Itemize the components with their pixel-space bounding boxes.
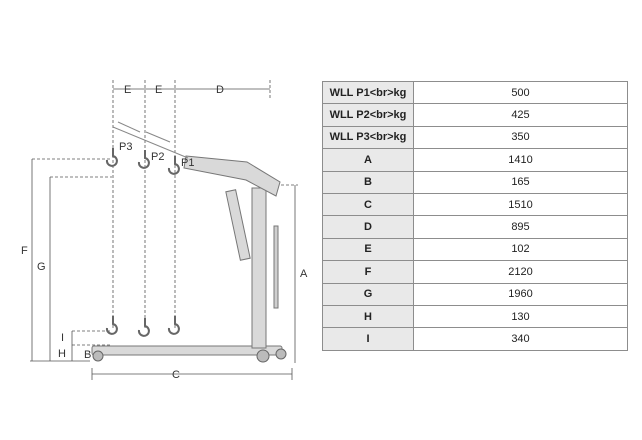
dim-label-d: D bbox=[216, 84, 224, 96]
spec-key: A bbox=[323, 149, 414, 171]
bottom-dimension bbox=[92, 368, 292, 380]
spec-key: D bbox=[323, 216, 414, 238]
right-dimension bbox=[276, 185, 298, 363]
spec-value: 1960 bbox=[414, 283, 628, 305]
spec-row bbox=[323, 104, 628, 126]
hook-group-top bbox=[107, 148, 179, 174]
spec-value: 1510 bbox=[414, 193, 628, 215]
spec-table-body bbox=[323, 82, 628, 351]
spec-row bbox=[323, 305, 628, 327]
spec-value: 102 bbox=[414, 238, 628, 260]
spec-row bbox=[323, 171, 628, 193]
hook-label-p1: P1 bbox=[181, 157, 195, 169]
spec-key: WLL P1<br>kg bbox=[323, 82, 414, 104]
dim-label-e2: E bbox=[155, 84, 163, 96]
dim-label-e1: E bbox=[124, 84, 132, 96]
spec-key: F bbox=[323, 261, 414, 283]
spec-key: I bbox=[323, 328, 414, 350]
engine-crane-diagram bbox=[0, 0, 320, 440]
hook-label-p3: P3 bbox=[119, 141, 133, 153]
spec-key: B bbox=[323, 171, 414, 193]
spec-key: WLL P3<br>kg bbox=[323, 126, 414, 148]
spec-value: 165 bbox=[414, 171, 628, 193]
dim-label-i: I bbox=[61, 332, 65, 344]
spec-row bbox=[323, 149, 628, 171]
spec-key: H bbox=[323, 305, 414, 327]
dim-label-b: B bbox=[84, 349, 92, 361]
spec-value: 895 bbox=[414, 216, 628, 238]
spec-row bbox=[323, 283, 628, 305]
crane-frame bbox=[92, 156, 282, 355]
left-dimensions bbox=[30, 159, 112, 361]
spec-key: WLL P2<br>kg bbox=[323, 104, 414, 126]
hook-label-p2: P2 bbox=[151, 151, 165, 163]
top-dimensions bbox=[113, 80, 270, 330]
spec-value: 2120 bbox=[414, 261, 628, 283]
spec-value: 130 bbox=[414, 305, 628, 327]
spec-row bbox=[323, 126, 628, 148]
spec-value: 340 bbox=[414, 328, 628, 350]
spec-row bbox=[323, 216, 628, 238]
spec-row bbox=[323, 238, 628, 260]
spec-value: 425 bbox=[414, 104, 628, 126]
spec-key: G bbox=[323, 283, 414, 305]
spec-row bbox=[323, 193, 628, 215]
dim-label-f: F bbox=[21, 245, 28, 257]
dim-label-a: A bbox=[300, 268, 308, 280]
dim-label-g: G bbox=[37, 261, 46, 273]
spec-value: 1410 bbox=[414, 149, 628, 171]
spec-row bbox=[323, 328, 628, 350]
spec-row bbox=[323, 261, 628, 283]
spec-table bbox=[322, 81, 628, 351]
spec-row bbox=[323, 82, 628, 104]
dim-label-c: C bbox=[172, 369, 180, 381]
spec-value: 500 bbox=[414, 82, 628, 104]
hook-group-bottom bbox=[107, 316, 179, 336]
spec-value: 350 bbox=[414, 126, 628, 148]
spec-key: C bbox=[323, 193, 414, 215]
dim-label-h: H bbox=[58, 348, 66, 360]
spec-key: E bbox=[323, 238, 414, 260]
